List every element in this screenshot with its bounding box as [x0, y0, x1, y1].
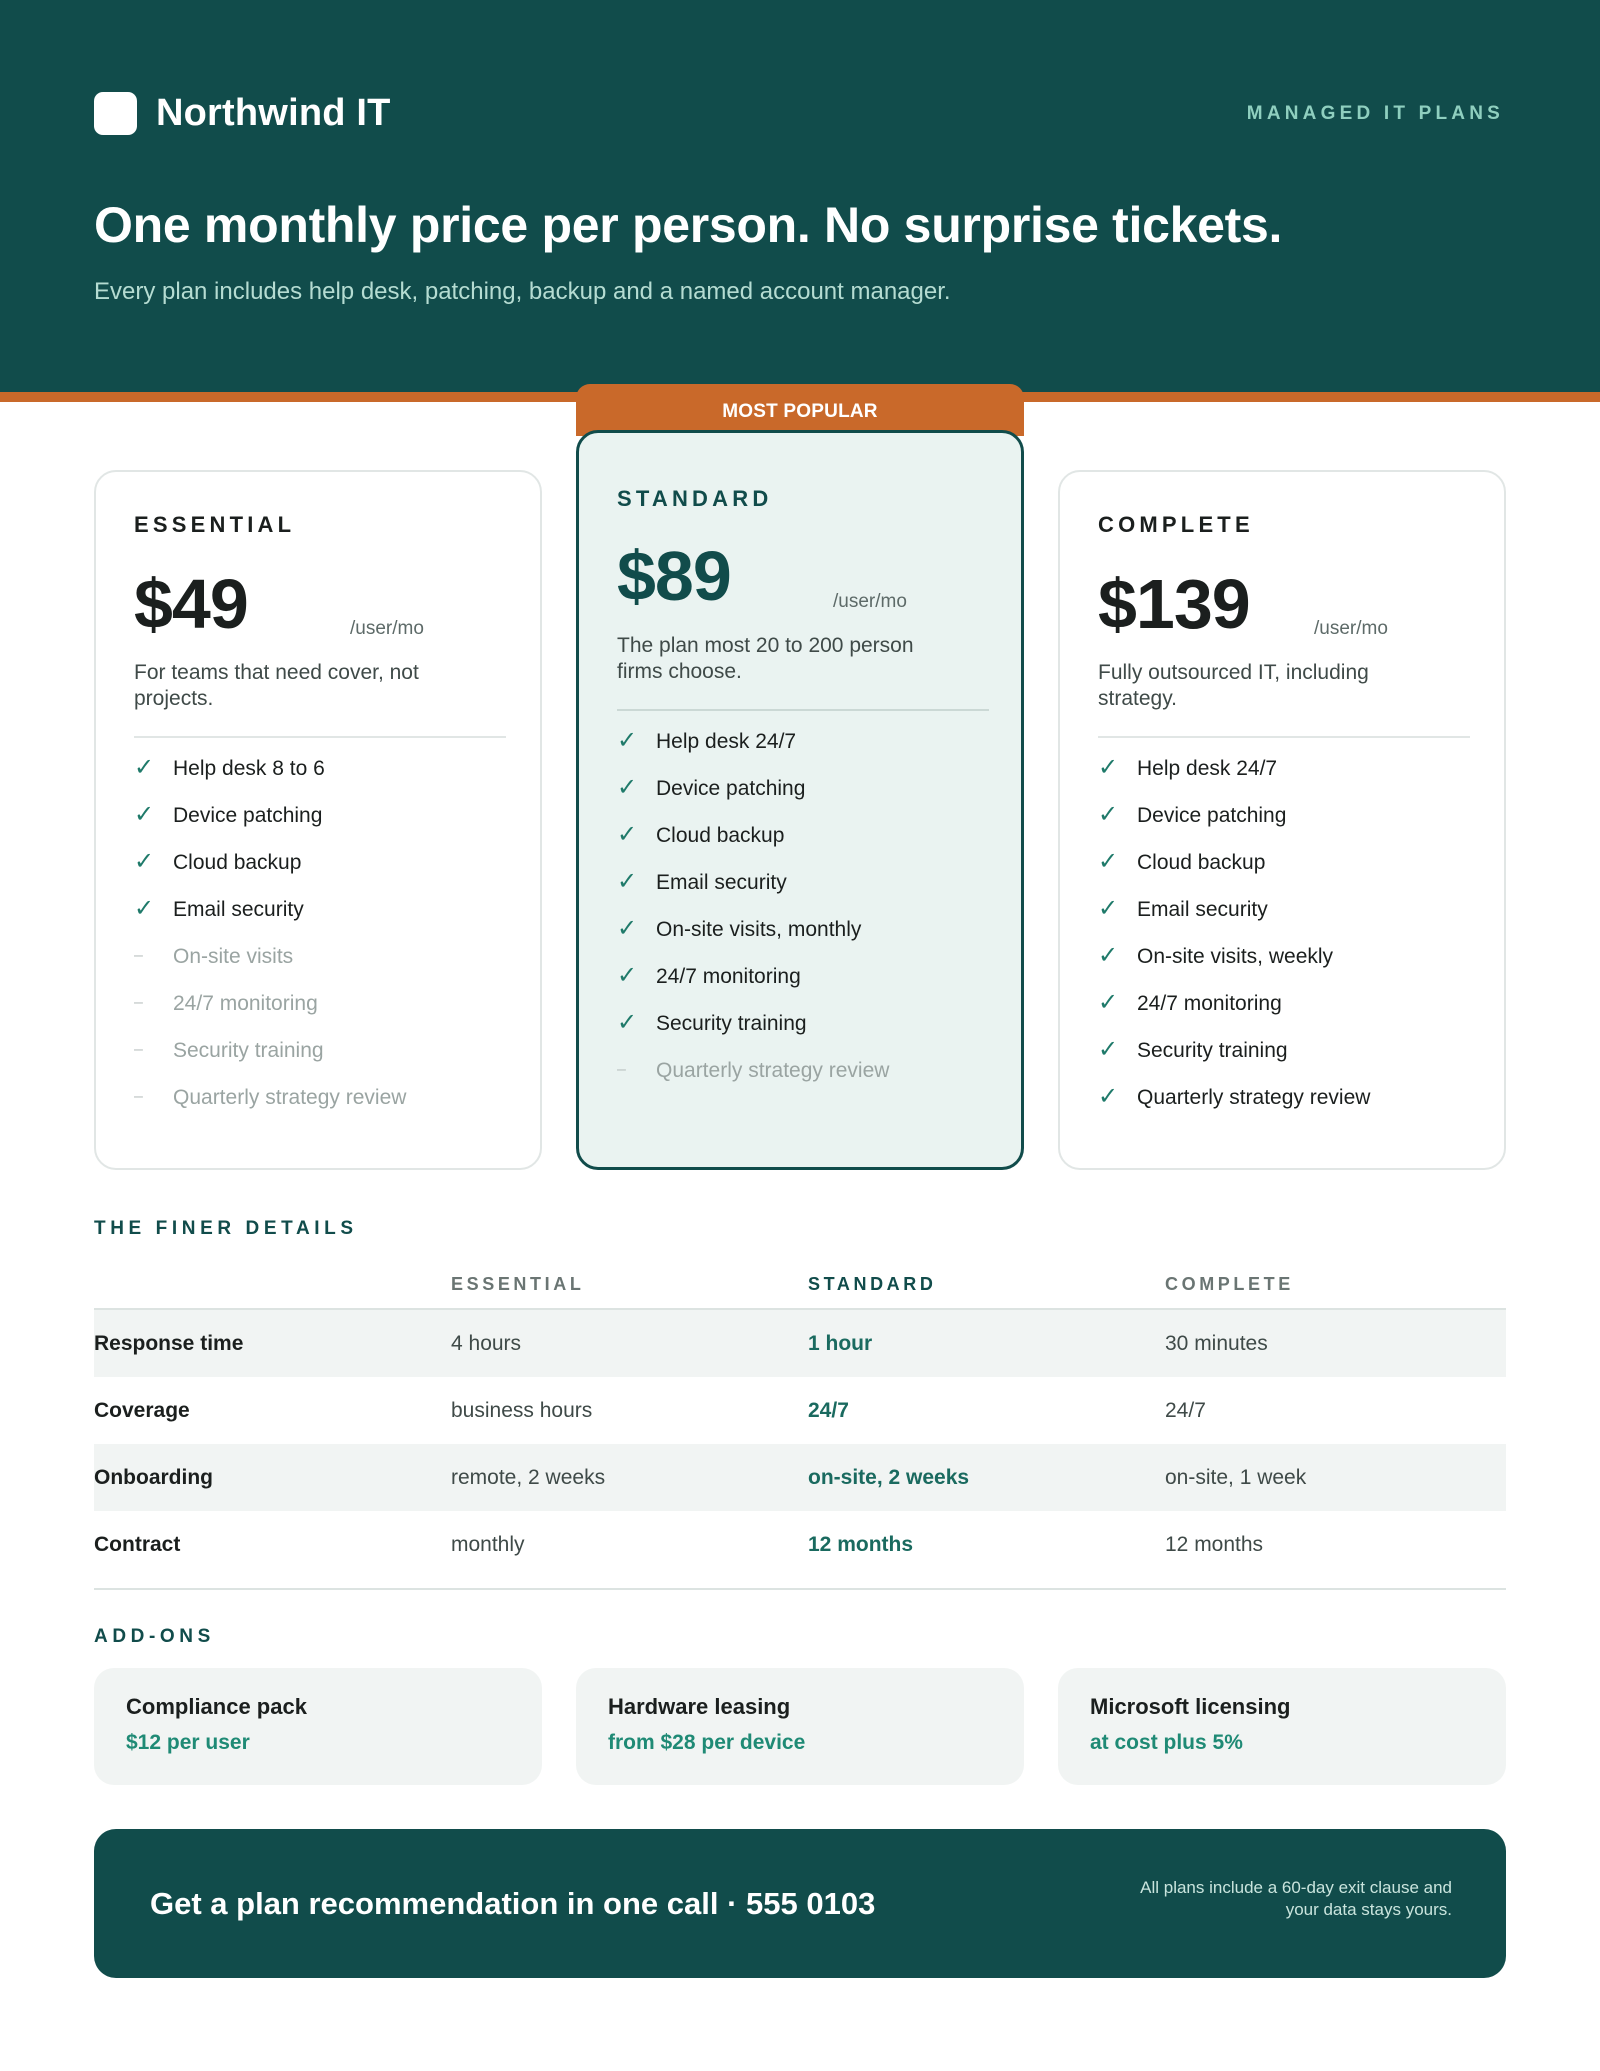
feature-item: ✓ 24/7 monitoring [1098, 989, 1282, 1016]
check-icon: ✓ [1098, 801, 1119, 828]
feature-list [134, 756, 514, 1132]
row-label: Response time [94, 1332, 244, 1355]
feature-item: ✓ Security training [1098, 1036, 1288, 1063]
price-unit: /user/mo [350, 618, 424, 639]
feature-item: ✓ Security training [617, 1009, 807, 1036]
feature-item: ✓ Help desk 24/7 [617, 727, 797, 754]
feature-item-excluded: – Quarterly strategy review [134, 1086, 407, 1109]
row-label: Coverage [94, 1399, 190, 1422]
feature-list [1098, 756, 1478, 1132]
dash-icon: – [134, 994, 143, 1011]
plan-name: STANDARD [617, 486, 773, 511]
check-icon: ✓ [1098, 942, 1119, 969]
addon-price: from $28 per device [608, 1731, 806, 1754]
column-header-standard: STANDARD [808, 1274, 937, 1294]
table-row [94, 1310, 1506, 1377]
eyebrow-label: MANAGED IT PLANS [1246, 103, 1504, 124]
feature-item: ✓ Email security [134, 895, 304, 922]
addons-section-title: ADD-ONS [94, 1626, 215, 1647]
details-section-title: THE FINER DETAILS [94, 1218, 358, 1239]
page-subtitle: Every plan includes help desk, patching, backup and a named account manager. [94, 278, 951, 305]
cell-complete: 12 months [1165, 1533, 1264, 1556]
most-popular-badge: MOST POPULAR [576, 384, 1024, 436]
check-icon: ✓ [134, 895, 155, 922]
card-divider [617, 709, 989, 711]
check-icon: ✓ [134, 801, 155, 828]
plan-card-complete[interactable] [1058, 470, 1506, 1170]
feature-item: ✓ Quarterly strategy review [1098, 1083, 1371, 1110]
cell-essential: business hours [451, 1399, 593, 1422]
feature-item: ✓ On-site visits, monthly [617, 915, 862, 942]
cta-note: All plans include a 60-day exit clause and your data stays yours. [1140, 1878, 1452, 1919]
plan-price: $139 [1098, 565, 1250, 643]
feature-item: ✓ Device patching [134, 801, 323, 828]
addon-name: Compliance pack [126, 1694, 307, 1719]
card-divider [134, 736, 506, 738]
feature-item: ✓ On-site visits, weekly [1098, 942, 1334, 969]
check-icon: ✓ [1098, 754, 1119, 781]
plan-tagline: The plan most 20 to 200 person firms choose. [617, 634, 914, 683]
feature-item: ✓ Device patching [617, 774, 806, 801]
feature-item-excluded: – Quarterly strategy review [617, 1059, 890, 1082]
brand[interactable] [94, 92, 391, 135]
plan-card-essential[interactable] [94, 470, 542, 1170]
feature-list [617, 729, 997, 1105]
feature-item: ✓ Cloud backup [134, 848, 302, 875]
cell-standard: 1 hour [808, 1332, 873, 1355]
table-row [94, 1444, 1506, 1511]
cell-essential: monthly [451, 1533, 525, 1556]
brand-name: Northwind IT [156, 92, 391, 134]
column-header-essential: ESSENTIAL [451, 1274, 585, 1294]
addon-name: Hardware leasing [608, 1694, 791, 1719]
check-icon: ✓ [1098, 848, 1119, 875]
feature-item: ✓ Cloud backup [617, 821, 785, 848]
check-icon: ✓ [617, 821, 638, 848]
feature-item-excluded: – Security training [134, 1039, 324, 1062]
dash-icon: – [134, 1088, 143, 1105]
cta-text: Get a plan recommendation in one call · 555 0103 [150, 1886, 876, 1921]
cell-standard: 12 months [808, 1533, 914, 1556]
card-divider [1098, 736, 1470, 738]
feature-item: ✓ Help desk 8 to 6 [134, 754, 325, 781]
cell-complete: 30 minutes [1165, 1332, 1268, 1355]
table-divider [94, 1588, 1506, 1590]
plan-tagline: For teams that need cover, not projects. [134, 661, 419, 710]
check-icon: ✓ [1098, 1083, 1119, 1110]
check-icon: ✓ [617, 915, 638, 942]
plan-tagline: Fully outsourced IT, including strategy. [1098, 661, 1369, 710]
cell-complete: on-site, 1 week [1165, 1466, 1307, 1489]
page-title: One monthly price per person. No surprise tickets. [94, 197, 1283, 253]
plan-name: ESSENTIAL [134, 512, 296, 537]
cell-complete: 24/7 [1165, 1399, 1206, 1422]
plan-name: COMPLETE [1098, 512, 1254, 537]
cta-banner[interactable] [94, 1829, 1506, 1978]
cell-essential: remote, 2 weeks [451, 1466, 606, 1489]
logo-icon [94, 92, 137, 135]
check-icon: ✓ [617, 1009, 638, 1036]
row-label: Contract [94, 1533, 181, 1556]
addon-card-hardware[interactable] [576, 1668, 1024, 1785]
check-icon: ✓ [617, 962, 638, 989]
addon-price: at cost plus 5% [1090, 1731, 1243, 1754]
column-header-complete: COMPLETE [1165, 1274, 1294, 1294]
feature-item: ✓ Device patching [1098, 801, 1287, 828]
dash-icon: – [134, 1041, 143, 1058]
price-unit: /user/mo [1314, 618, 1388, 639]
header-banner [0, 0, 1600, 392]
addon-card-microsoft[interactable] [1058, 1668, 1506, 1785]
check-icon: ✓ [617, 774, 638, 801]
check-icon: ✓ [134, 848, 155, 875]
check-icon: ✓ [617, 727, 638, 754]
feature-item: ✓ Help desk 24/7 [1098, 754, 1278, 781]
check-icon: ✓ [1098, 1036, 1119, 1063]
feature-item: ✓ Email security [617, 868, 787, 895]
cell-standard: 24/7 [808, 1399, 849, 1422]
addon-price: $12 per user [126, 1731, 250, 1754]
check-icon: ✓ [134, 754, 155, 781]
feature-item: ✓ Cloud backup [1098, 848, 1266, 875]
feature-item: ✓ Email security [1098, 895, 1268, 922]
cell-essential: 4 hours [451, 1332, 522, 1355]
plan-price: $49 [134, 565, 248, 643]
dash-icon: – [617, 1061, 626, 1078]
table-row [94, 1511, 1506, 1578]
cell-standard: on-site, 2 weeks [808, 1466, 970, 1489]
check-icon: ✓ [1098, 989, 1119, 1016]
price-unit: /user/mo [833, 591, 907, 612]
plan-card-standard[interactable] [576, 430, 1024, 1170]
check-icon: ✓ [617, 868, 638, 895]
row-label: Onboarding [94, 1466, 213, 1489]
plan-price: $89 [617, 537, 731, 615]
table-row [94, 1377, 1506, 1444]
check-icon: ✓ [1098, 895, 1119, 922]
addon-name: Microsoft licensing [1090, 1694, 1291, 1719]
feature-item-excluded: – On-site visits [134, 945, 294, 968]
feature-item: ✓ 24/7 monitoring [617, 962, 801, 989]
dash-icon: – [134, 947, 143, 964]
addon-card-compliance[interactable] [94, 1668, 542, 1785]
feature-item-excluded: – 24/7 monitoring [134, 992, 318, 1015]
